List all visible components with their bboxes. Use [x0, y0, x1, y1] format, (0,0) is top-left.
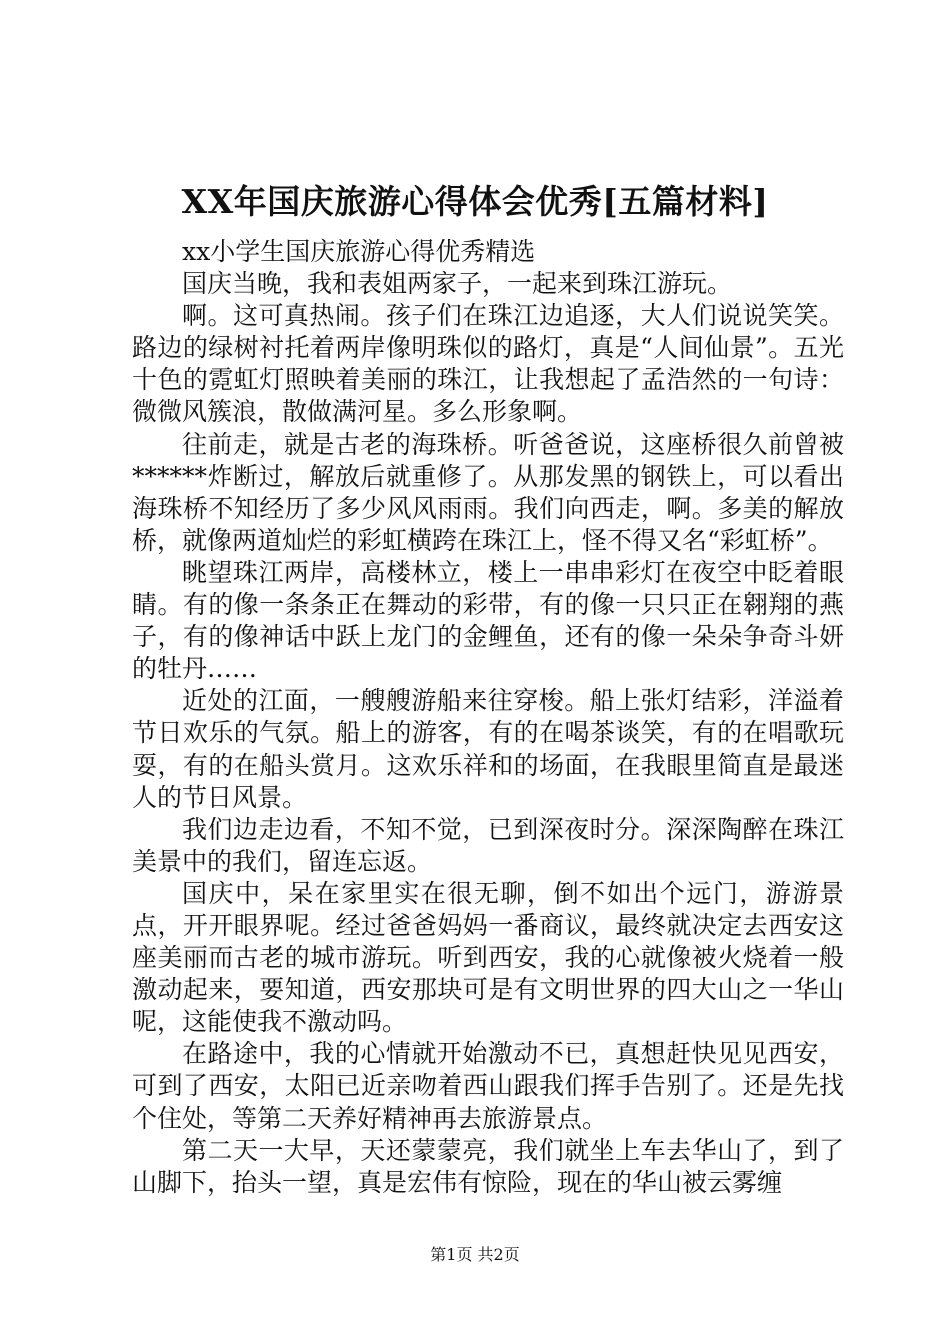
document-title: XX年国庆旅游心得体会优秀[五篇材料]	[181, 182, 769, 221]
paragraph: 近处的江面，一艘艘游船来往穿梭。船上张灯结彩，洋溢着节日欢乐的气氛。船上的游客，有的在喝茶谈笑，有的在唱歌玩耍，有的在船头赏月。这欢乐祥和的场面，在我眼里简直是最迷人的节日风景。	[132, 686, 844, 812]
page-number-footer: 第1页 共2页	[430, 1245, 520, 1264]
paragraph: 国庆中，呆在家里实在很无聊，倒不如出个远门，游游景点，开开眼界呢。经过爸爸妈妈一番商议，最终就决定去西安这座美丽而古老的城市游玩。听到西安，我的心就像被火烧着一般激动起来，要知道，西安那块可是有文明世界的四大山之一华山呢，这能使我不激动吗。	[132, 878, 844, 1037]
paragraph: 第二天一大早，天还蒙蒙亮，我们就坐上车去华山了，到了山脚下，抬头一望，真是宏伟有惊险，现在的华山被云雾缠	[132, 1135, 844, 1197]
paragraph: 国庆当晚，我和表姐两家子，一起来到珠江游玩。	[182, 269, 733, 299]
paragraph: 我们边走边看，不知不觉，已到深夜时分。深深陶醉在珠江美景中的我们，留连忘返。	[132, 814, 844, 876]
paragraph: 在路途中，我的心情就开始激动不已，真想赶快见见西安，可到了西安，太阳已近亲吻着西山跟我们挥手告别了。还是先找个住处，等第二天养好精神再去旅游景点。	[132, 1039, 844, 1133]
document-body	[132, 236, 844, 1199]
paragraph-subtitle: xx小学生国庆旅游心得优秀精选	[182, 237, 536, 266]
paragraph: 啊。这可真热闹。孩子们在珠江边追逐，大人们说说笑笑。路边的绿树衬托着两岸像明珠似的路灯，真是“人间仙景”。五光十色的霓虹灯照映着美丽的珠江，让我想起了孟浩然的一句诗：微微风簇浪，散做满河星。多么形象啊。	[132, 301, 844, 427]
paragraph: 往前走，就是古老的海珠桥。听爸爸说，这座桥很久前曾被******炸断过，解放后就重修了。从那发黑的钢铁上，可以看出海珠桥不知经历了多少风风雨雨。我们向西走，啊。多美的解放桥，就像两道灿烂的彩虹横跨在珠江上，怪不得又名“彩虹桥”。	[132, 429, 844, 555]
paragraph: 眺望珠江两岸，高楼林立，楼上一串串彩灯在夜空中眨着眼睛。有的像一条条正在舞动的彩带，有的像一只只正在翱翔的燕子，有的像神话中跃上龙门的金鲤鱼，还有的像一朵朵争奇斗妍的牡丹……	[132, 557, 844, 684]
